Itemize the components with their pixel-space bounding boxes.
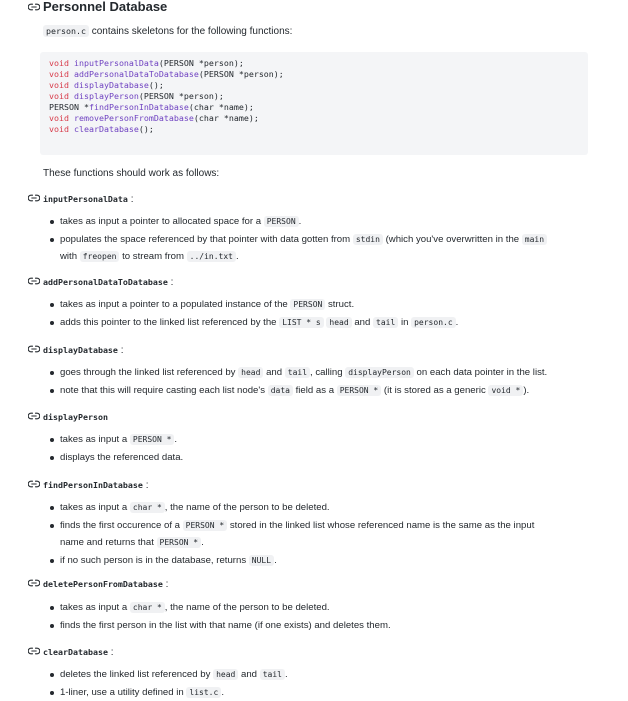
item-text: . <box>274 555 277 566</box>
list-item <box>48 432 588 448</box>
item-text: and <box>241 669 258 680</box>
code-args: (PERSON *person); <box>198 69 284 79</box>
heading-colon: : <box>170 277 174 288</box>
anchor-link-icon[interactable] <box>28 579 40 587</box>
code-line <box>49 80 164 90</box>
intro-text: contains skeletons for the following functions: <box>91 26 293 37</box>
code-function-name: displayDatabase <box>73 80 149 90</box>
item-text: and <box>354 317 371 328</box>
anchor-link-icon[interactable] <box>28 412 40 420</box>
anchor-link-icon[interactable] <box>28 3 40 11</box>
inline-code: PERSON * <box>130 434 175 445</box>
bullet-list <box>48 365 588 399</box>
item-text: struct. <box>328 299 355 310</box>
item-text: finds the first occurence of a <box>60 520 180 531</box>
inline-code: stdin <box>353 234 383 245</box>
bullet-list <box>48 667 588 701</box>
item-text: displays the referenced data. <box>60 452 184 463</box>
inline-code: tail <box>373 317 398 328</box>
item-text: , the name of the person to be deleted. <box>164 502 330 513</box>
list-item <box>48 553 588 569</box>
code-return-type: void <box>49 80 69 90</box>
item-continuation <box>60 535 588 551</box>
inline-code: LIST * s <box>279 317 324 328</box>
item-text: (it is stored as a generic <box>383 385 486 396</box>
inline-code: NULL <box>249 555 274 566</box>
item-text: adds this pointer to the linked list referenced by the <box>60 317 277 328</box>
list-item <box>48 618 588 634</box>
item-text: with <box>60 251 78 262</box>
item-text: to stream from <box>122 251 184 262</box>
section-heading-display-database <box>28 345 124 356</box>
anchor-link-icon[interactable] <box>28 194 40 202</box>
bullet-list <box>48 600 588 634</box>
heading-colon: : <box>165 579 169 590</box>
item-text: takes as input a <box>60 602 128 613</box>
code-block <box>40 52 588 155</box>
section-heading-delete-person <box>28 579 168 590</box>
code-line <box>49 113 259 123</box>
bullet-list <box>48 432 588 466</box>
list-item <box>48 600 588 616</box>
function-name: deletePersonFromDatabase <box>43 579 163 589</box>
code-args: (char *name); <box>193 113 259 123</box>
code-line <box>49 102 254 112</box>
item-text: finds the first person in the list with that name (if one exists) and deletes them. <box>60 620 391 631</box>
list-item <box>48 685 588 701</box>
list-item <box>48 297 588 313</box>
code-line <box>49 91 224 101</box>
item-text: (which you've overwritten in the <box>385 234 520 245</box>
code-return-type: PERSON * <box>49 102 89 112</box>
item-text: on each data pointer in the list. <box>416 367 548 378</box>
inline-code: void * <box>488 385 523 396</box>
code-args: (PERSON *person); <box>138 91 224 101</box>
item-text: . <box>201 537 204 548</box>
item-text: takes as input a pointer to a populated instance of the <box>60 299 288 310</box>
item-text: . <box>236 251 239 262</box>
page-title <box>28 0 167 14</box>
item-text: stored in the linked list whose referenced name is the same as the input <box>229 520 535 531</box>
list-item <box>48 500 588 516</box>
heading-colon: : <box>145 480 149 491</box>
list-item <box>48 365 588 381</box>
inline-code: head <box>238 367 263 378</box>
item-text: takes as input a <box>60 434 128 445</box>
section-heading-input-personal-data <box>28 194 133 205</box>
code-args: (PERSON *person); <box>158 58 244 68</box>
section-heading-find-person <box>28 480 148 491</box>
section-heading-clear-database <box>28 647 114 658</box>
inline-code: data <box>268 385 293 396</box>
anchor-link-icon[interactable] <box>28 647 40 655</box>
function-name: displayDatabase <box>43 345 118 355</box>
inline-code: freopen <box>80 251 120 262</box>
anchor-link-icon[interactable] <box>28 345 40 353</box>
item-text: deletes the linked list referenced by <box>60 669 211 680</box>
item-text: . <box>221 687 224 698</box>
section-heading-add-personal-data <box>28 277 173 288</box>
function-name: findPersonInDatabase <box>43 480 143 490</box>
inline-code: head <box>213 669 238 680</box>
function-name: displayPerson <box>43 412 108 422</box>
code-return-type: void <box>49 69 69 79</box>
code-function-name: addPersonalDataToDatabase <box>73 69 199 79</box>
inline-code: tail <box>285 367 310 378</box>
inline-code: PERSON * <box>183 520 228 531</box>
inline-code: main <box>522 234 547 245</box>
item-text: takes as input a <box>60 502 128 513</box>
list-item <box>48 315 588 331</box>
item-text: goes through the linked list referenced by <box>60 367 236 378</box>
code-args: (); <box>148 80 164 90</box>
inline-code: ../in.txt <box>187 251 236 262</box>
code-return-type: void <box>49 58 69 68</box>
intro-paragraph <box>43 26 292 37</box>
bullet-list <box>48 500 588 569</box>
item-text: 1-liner, use a utility defined in <box>60 687 184 698</box>
item-text: . <box>298 216 302 227</box>
code-function-name: findPersonInDatabase <box>88 102 189 112</box>
item-text: . <box>284 669 288 680</box>
inline-code: PERSON * <box>157 537 202 548</box>
item-text: , the name of the person to be deleted. <box>164 602 330 613</box>
item-text: takes as input a pointer to allocated space for a <box>60 216 262 227</box>
item-text: . <box>174 434 178 445</box>
item-text: ). <box>523 385 530 396</box>
inline-code: displayPerson <box>345 367 414 378</box>
inline-code: char * <box>130 602 165 613</box>
list-item <box>48 383 588 399</box>
code-return-type: void <box>49 124 69 134</box>
code-function-name: clearDatabase <box>73 124 139 134</box>
code-args: (char *name); <box>188 102 254 112</box>
item-text: if no such person is in the database, returns <box>60 555 247 566</box>
inline-code: char * <box>130 502 165 513</box>
list-item <box>48 232 588 265</box>
heading-colon: : <box>120 345 124 356</box>
item-continuation <box>60 249 588 265</box>
inline-code: person.c <box>411 317 456 328</box>
item-text: . <box>455 317 459 328</box>
list-item <box>48 667 588 683</box>
function-name: clearDatabase <box>43 647 108 657</box>
code-args: (); <box>138 124 154 134</box>
heading-colon: : <box>110 647 114 658</box>
inline-code: tail <box>260 669 285 680</box>
inline-code: list.c <box>186 687 221 698</box>
item-text: and <box>266 367 283 378</box>
code-return-type: void <box>49 91 69 101</box>
item-text: field as a <box>295 385 335 396</box>
item-text: name and returns that <box>60 537 154 548</box>
bullet-list <box>48 214 588 265</box>
inline-code: head <box>326 317 351 328</box>
list-item <box>48 450 588 466</box>
inline-code: person.c <box>43 25 89 37</box>
code-line <box>49 58 244 68</box>
code-function-name: displayPerson <box>73 91 139 101</box>
code-return-type: void <box>49 113 69 123</box>
function-name: addPersonalDataToDatabase <box>43 277 168 287</box>
code-function-name: removePersonFromDatabase <box>73 113 194 123</box>
code-function-name: inputPersonalData <box>73 58 159 68</box>
item-text: , calling <box>310 367 343 378</box>
inline-code: PERSON <box>264 216 299 227</box>
list-item <box>48 518 588 551</box>
lead-paragraph: These functions should work as follows: <box>43 168 220 179</box>
item-text: note that this will require casting each list node's <box>60 385 266 396</box>
list-item <box>48 214 588 230</box>
item-text: populates the space referenced by that pointer with data gotten from <box>60 234 351 245</box>
title-text: Personnel Database <box>43 0 168 14</box>
function-name: inputPersonalData <box>43 194 128 204</box>
code-line <box>49 69 284 79</box>
inline-code: PERSON <box>290 299 325 310</box>
anchor-link-icon[interactable] <box>28 277 40 285</box>
inline-code: PERSON * <box>337 385 382 396</box>
section-heading-display-person <box>28 412 108 423</box>
bullet-list <box>48 297 588 331</box>
code-line <box>49 124 154 134</box>
item-text: in <box>400 317 409 328</box>
heading-colon: : <box>130 194 134 205</box>
anchor-link-icon[interactable] <box>28 480 40 488</box>
